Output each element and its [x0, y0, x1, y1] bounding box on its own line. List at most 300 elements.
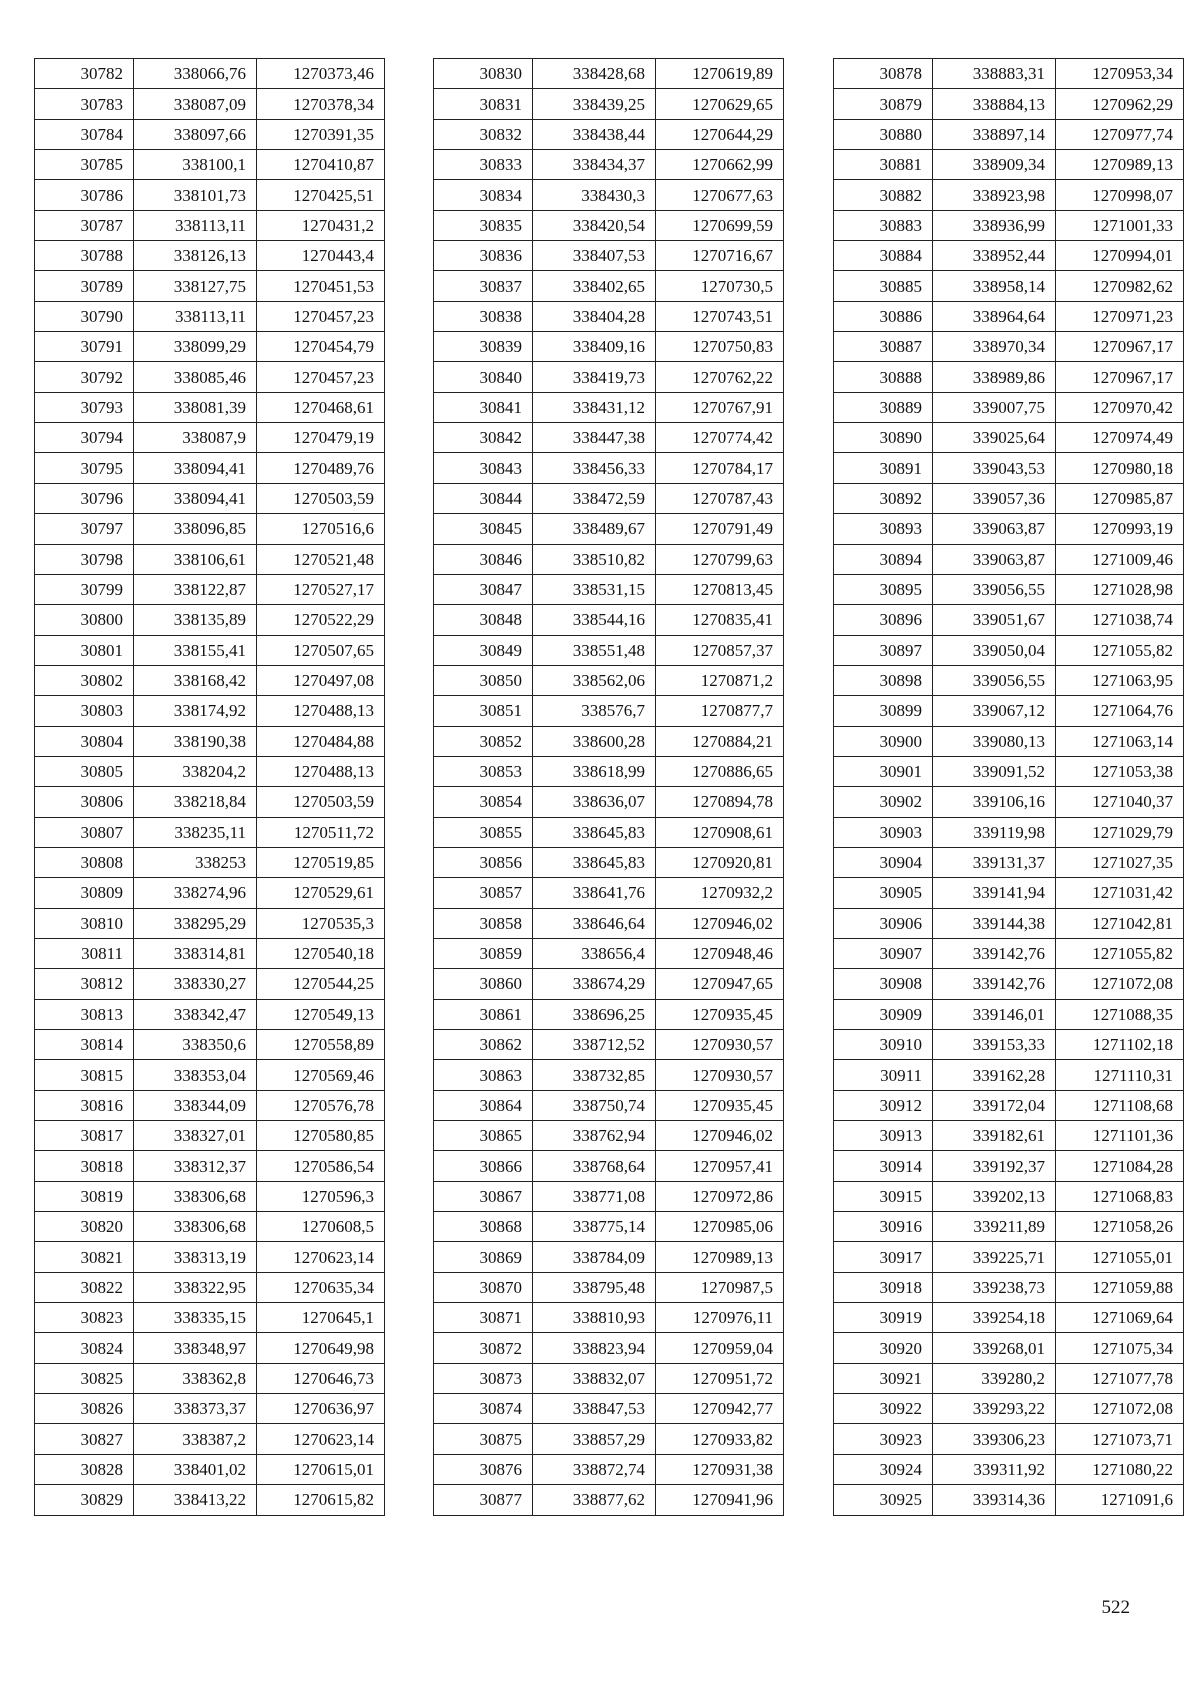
y-coordinate-cell: 1270522,29	[257, 605, 385, 635]
point-number-cell: 30863	[434, 1060, 533, 1090]
x-coordinate-cell: 339314,36	[933, 1485, 1056, 1515]
y-coordinate-cell: 1271072,08	[1056, 1394, 1184, 1424]
table-row	[834, 210, 1184, 240]
table-row	[35, 635, 385, 665]
x-coordinate-cell: 338600,28	[533, 726, 656, 756]
y-coordinate-cell: 1270985,87	[1056, 483, 1184, 513]
y-coordinate-cell: 1270835,41	[656, 605, 784, 635]
x-coordinate-cell: 338122,87	[134, 574, 257, 604]
y-coordinate-cell: 1270586,54	[257, 1151, 385, 1181]
y-coordinate-cell: 1270941,96	[656, 1485, 784, 1515]
y-coordinate-cell: 1271110,31	[1056, 1060, 1184, 1090]
point-number-cell: 30848	[434, 605, 533, 635]
point-number-cell: 30799	[35, 574, 134, 604]
point-number-cell: 30787	[35, 210, 134, 240]
x-coordinate-cell: 338447,38	[533, 423, 656, 453]
table-row	[434, 756, 784, 786]
x-coordinate-cell: 338409,16	[533, 332, 656, 362]
table-row	[35, 483, 385, 513]
x-coordinate-cell: 338096,85	[134, 514, 257, 544]
table-row	[834, 1060, 1184, 1090]
x-coordinate-cell: 338923,98	[933, 180, 1056, 210]
point-number-cell: 30844	[434, 483, 533, 513]
table-row	[35, 362, 385, 392]
y-coordinate-cell: 1270529,61	[257, 878, 385, 908]
point-number-cell: 30873	[434, 1363, 533, 1393]
x-coordinate-cell: 338750,74	[533, 1090, 656, 1120]
y-coordinate-cell: 1271084,28	[1056, 1151, 1184, 1181]
table-row	[434, 1212, 784, 1242]
y-coordinate-cell: 1270886,65	[656, 756, 784, 786]
x-coordinate-cell: 338877,62	[533, 1485, 656, 1515]
table-row	[434, 696, 784, 726]
y-coordinate-cell: 1271059,88	[1056, 1272, 1184, 1302]
table-row	[35, 301, 385, 331]
point-number-cell: 30862	[434, 1030, 533, 1060]
table-row	[434, 1060, 784, 1090]
point-number-cell: 30847	[434, 574, 533, 604]
point-number-cell: 30807	[35, 817, 134, 847]
point-number-cell: 30792	[35, 362, 134, 392]
y-coordinate-cell: 1270527,17	[257, 574, 385, 604]
point-number-cell: 30892	[834, 483, 933, 513]
table-row	[834, 726, 1184, 756]
x-coordinate-cell: 339144,38	[933, 908, 1056, 938]
y-coordinate-cell: 1270507,65	[257, 635, 385, 665]
x-coordinate-cell: 339050,04	[933, 635, 1056, 665]
table-row	[35, 847, 385, 877]
y-coordinate-cell: 1270468,61	[257, 392, 385, 422]
x-coordinate-cell: 338970,34	[933, 332, 1056, 362]
x-coordinate-cell: 338823,94	[533, 1333, 656, 1363]
table-row	[434, 1242, 784, 1272]
y-coordinate-cell: 1270503,59	[257, 787, 385, 817]
table-row	[834, 787, 1184, 817]
table-row	[834, 59, 1184, 89]
table-row	[834, 362, 1184, 392]
x-coordinate-cell: 338989,86	[933, 362, 1056, 392]
x-coordinate-cell: 338097,66	[134, 119, 257, 149]
point-number-cell: 30819	[35, 1181, 134, 1211]
x-coordinate-cell: 338857,29	[533, 1424, 656, 1454]
x-coordinate-cell: 339202,13	[933, 1181, 1056, 1211]
table-row	[434, 908, 784, 938]
x-coordinate-cell: 339142,76	[933, 938, 1056, 968]
y-coordinate-cell: 1270970,42	[1056, 392, 1184, 422]
point-number-cell: 30789	[35, 271, 134, 301]
y-coordinate-cell: 1270962,29	[1056, 89, 1184, 119]
x-coordinate-cell: 339268,01	[933, 1333, 1056, 1363]
x-coordinate-cell: 338420,54	[533, 210, 656, 240]
y-coordinate-cell: 1271055,82	[1056, 635, 1184, 665]
y-coordinate-cell: 1270908,61	[656, 817, 784, 847]
x-coordinate-cell: 339091,52	[933, 756, 1056, 786]
x-coordinate-cell: 338768,64	[533, 1151, 656, 1181]
x-coordinate-cell: 339280,2	[933, 1363, 1056, 1393]
x-coordinate-cell: 338335,15	[134, 1303, 257, 1333]
point-number-cell: 30794	[35, 423, 134, 453]
point-number-cell: 30919	[834, 1303, 933, 1333]
table-row	[35, 150, 385, 180]
x-coordinate-cell: 338771,08	[533, 1181, 656, 1211]
x-coordinate-cell: 338419,73	[533, 362, 656, 392]
table-row	[35, 544, 385, 574]
y-coordinate-cell: 1270971,23	[1056, 301, 1184, 331]
x-coordinate-cell: 339146,01	[933, 999, 1056, 1029]
table-row	[35, 787, 385, 817]
x-coordinate-cell: 338218,84	[134, 787, 257, 817]
point-number-cell: 30791	[35, 332, 134, 362]
x-coordinate-cell: 338085,46	[134, 362, 257, 392]
y-coordinate-cell: 1271073,71	[1056, 1424, 1184, 1454]
point-number-cell: 30884	[834, 241, 933, 271]
x-coordinate-cell: 338353,04	[134, 1060, 257, 1090]
table-row	[35, 180, 385, 210]
x-coordinate-cell: 339182,61	[933, 1121, 1056, 1151]
point-number-cell: 30824	[35, 1333, 134, 1363]
x-coordinate-cell: 338327,01	[134, 1121, 257, 1151]
table-row	[434, 605, 784, 635]
y-coordinate-cell: 1271038,74	[1056, 605, 1184, 635]
table-row	[834, 696, 1184, 726]
page-number: 522	[1101, 1597, 1130, 1618]
x-coordinate-cell: 339119,98	[933, 817, 1056, 847]
point-number-cell: 30878	[834, 59, 933, 89]
table-row	[35, 1454, 385, 1484]
point-number-cell: 30913	[834, 1121, 933, 1151]
table-row	[35, 1363, 385, 1393]
y-coordinate-cell: 1270998,07	[1056, 180, 1184, 210]
point-number-cell: 30802	[35, 665, 134, 695]
point-number-cell: 30902	[834, 787, 933, 817]
x-coordinate-cell: 338413,22	[134, 1485, 257, 1515]
table-row	[434, 514, 784, 544]
x-coordinate-cell: 338645,83	[533, 817, 656, 847]
x-coordinate-cell: 338562,06	[533, 665, 656, 695]
y-coordinate-cell: 1270871,2	[656, 665, 784, 695]
point-number-cell: 30889	[834, 392, 933, 422]
x-coordinate-cell: 338253	[134, 847, 257, 877]
y-coordinate-cell: 1270489,76	[257, 453, 385, 483]
y-coordinate-cell: 1270391,35	[257, 119, 385, 149]
point-number-cell: 30886	[834, 301, 933, 331]
y-coordinate-cell: 1271055,01	[1056, 1242, 1184, 1272]
y-coordinate-cell: 1270791,49	[656, 514, 784, 544]
y-coordinate-cell: 1271108,68	[1056, 1090, 1184, 1120]
y-coordinate-cell: 1270716,67	[656, 241, 784, 271]
x-coordinate-cell: 338344,09	[134, 1090, 257, 1120]
point-number-cell: 30798	[35, 544, 134, 574]
y-coordinate-cell: 1271064,76	[1056, 696, 1184, 726]
x-coordinate-cell: 338964,64	[933, 301, 1056, 331]
y-coordinate-cell: 1270750,83	[656, 332, 784, 362]
y-coordinate-cell: 1270982,62	[1056, 271, 1184, 301]
x-coordinate-cell: 338810,93	[533, 1303, 656, 1333]
table-row	[834, 1424, 1184, 1454]
x-coordinate-cell: 339106,16	[933, 787, 1056, 817]
x-coordinate-cell: 339153,33	[933, 1030, 1056, 1060]
y-coordinate-cell: 1270649,98	[257, 1333, 385, 1363]
table-row	[35, 514, 385, 544]
x-coordinate-cell: 338126,13	[134, 241, 257, 271]
x-coordinate-cell: 338696,25	[533, 999, 656, 1029]
point-number-cell: 30881	[834, 150, 933, 180]
table-row	[434, 726, 784, 756]
y-coordinate-cell: 1271053,38	[1056, 756, 1184, 786]
point-number-cell: 30909	[834, 999, 933, 1029]
y-coordinate-cell: 1270519,85	[257, 847, 385, 877]
x-coordinate-cell: 338428,68	[533, 59, 656, 89]
x-coordinate-cell: 338101,73	[134, 180, 257, 210]
x-coordinate-cell: 338066,76	[134, 59, 257, 89]
point-number-cell: 30788	[35, 241, 134, 271]
y-coordinate-cell: 1270767,91	[656, 392, 784, 422]
y-coordinate-cell: 1270946,02	[656, 908, 784, 938]
y-coordinate-cell: 1271029,79	[1056, 817, 1184, 847]
table-row	[834, 574, 1184, 604]
point-number-cell: 30820	[35, 1212, 134, 1242]
x-coordinate-cell: 339293,22	[933, 1394, 1056, 1424]
y-coordinate-cell: 1270576,78	[257, 1090, 385, 1120]
y-coordinate-cell: 1271063,95	[1056, 665, 1184, 695]
x-coordinate-cell: 338472,59	[533, 483, 656, 513]
y-coordinate-cell: 1270762,22	[656, 362, 784, 392]
x-coordinate-cell: 338322,95	[134, 1272, 257, 1302]
table-row	[434, 1363, 784, 1393]
x-coordinate-cell: 339051,67	[933, 605, 1056, 635]
point-number-cell: 30923	[834, 1424, 933, 1454]
x-coordinate-cell: 338350,6	[134, 1030, 257, 1060]
y-coordinate-cell: 1270980,18	[1056, 453, 1184, 483]
y-coordinate-cell: 1270511,72	[257, 817, 385, 847]
x-coordinate-cell: 338883,31	[933, 59, 1056, 89]
table-row	[35, 665, 385, 695]
point-number-cell: 30783	[35, 89, 134, 119]
table-row	[434, 969, 784, 999]
point-number-cell: 30831	[434, 89, 533, 119]
x-coordinate-cell: 339025,64	[933, 423, 1056, 453]
point-number-cell: 30852	[434, 726, 533, 756]
table-row	[834, 847, 1184, 877]
table-row	[35, 1485, 385, 1515]
table-row	[35, 1060, 385, 1090]
y-coordinate-cell: 1270987,5	[656, 1272, 784, 1302]
point-number-cell: 30817	[35, 1121, 134, 1151]
x-coordinate-cell: 338784,09	[533, 1242, 656, 1272]
point-number-cell: 30841	[434, 392, 533, 422]
point-number-cell: 30808	[35, 847, 134, 877]
table-row	[434, 210, 784, 240]
table-row	[35, 1272, 385, 1302]
x-coordinate-cell: 338407,53	[533, 241, 656, 271]
x-coordinate-cell: 339007,75	[933, 392, 1056, 422]
y-coordinate-cell: 1270951,72	[656, 1363, 784, 1393]
y-coordinate-cell: 1270540,18	[257, 938, 385, 968]
y-coordinate-cell: 1270596,3	[257, 1181, 385, 1211]
point-number-cell: 30879	[834, 89, 933, 119]
y-coordinate-cell: 1270957,41	[656, 1151, 784, 1181]
point-number-cell: 30851	[434, 696, 533, 726]
y-coordinate-cell: 1270743,51	[656, 301, 784, 331]
y-coordinate-cell: 1271080,22	[1056, 1454, 1184, 1484]
point-number-cell: 30859	[434, 938, 533, 968]
y-coordinate-cell: 1270930,57	[656, 1060, 784, 1090]
table-row	[834, 605, 1184, 635]
table-row	[434, 1424, 784, 1454]
table-row	[35, 241, 385, 271]
point-number-cell: 30843	[434, 453, 533, 483]
x-coordinate-cell: 338404,28	[533, 301, 656, 331]
table-row	[834, 332, 1184, 362]
coordinate-table-2	[433, 58, 784, 1516]
point-number-cell: 30898	[834, 665, 933, 695]
point-number-cell: 30809	[35, 878, 134, 908]
y-coordinate-cell: 1270457,23	[257, 301, 385, 331]
x-coordinate-cell: 339172,04	[933, 1090, 1056, 1120]
y-coordinate-cell: 1270454,79	[257, 332, 385, 362]
table-row	[834, 483, 1184, 513]
point-number-cell: 30786	[35, 180, 134, 210]
y-coordinate-cell: 1270787,43	[656, 483, 784, 513]
x-coordinate-cell: 339238,73	[933, 1272, 1056, 1302]
table-row	[434, 1090, 784, 1120]
y-coordinate-cell: 1270645,1	[257, 1303, 385, 1333]
point-number-cell: 30903	[834, 817, 933, 847]
point-number-cell: 30833	[434, 150, 533, 180]
point-number-cell: 30797	[35, 514, 134, 544]
y-coordinate-cell: 1271009,46	[1056, 544, 1184, 574]
table-row	[834, 392, 1184, 422]
x-coordinate-cell: 338174,92	[134, 696, 257, 726]
y-coordinate-cell: 1270977,74	[1056, 119, 1184, 149]
point-number-cell: 30900	[834, 726, 933, 756]
point-number-cell: 30874	[434, 1394, 533, 1424]
x-coordinate-cell: 339311,92	[933, 1454, 1056, 1484]
table-row	[434, 1454, 784, 1484]
y-coordinate-cell: 1270431,2	[257, 210, 385, 240]
table-row	[834, 635, 1184, 665]
y-coordinate-cell: 1270497,08	[257, 665, 385, 695]
x-coordinate-cell: 338434,37	[533, 150, 656, 180]
point-number-cell: 30872	[434, 1333, 533, 1363]
table-row	[434, 787, 784, 817]
table-row	[434, 301, 784, 331]
point-number-cell: 30908	[834, 969, 933, 999]
y-coordinate-cell: 1271028,98	[1056, 574, 1184, 604]
x-coordinate-cell: 338884,13	[933, 89, 1056, 119]
y-coordinate-cell: 1271031,42	[1056, 878, 1184, 908]
x-coordinate-cell: 338872,74	[533, 1454, 656, 1484]
x-coordinate-cell: 338373,37	[134, 1394, 257, 1424]
table-row	[434, 544, 784, 574]
y-coordinate-cell: 1270730,5	[656, 271, 784, 301]
point-number-cell: 30810	[35, 908, 134, 938]
point-number-cell: 30849	[434, 635, 533, 665]
x-coordinate-cell: 338897,14	[933, 119, 1056, 149]
table-row	[35, 1151, 385, 1181]
x-coordinate-cell: 339192,37	[933, 1151, 1056, 1181]
table-row	[834, 1485, 1184, 1515]
point-number-cell: 30914	[834, 1151, 933, 1181]
point-number-cell: 30812	[35, 969, 134, 999]
point-number-cell: 30850	[434, 665, 533, 695]
point-number-cell: 30895	[834, 574, 933, 604]
table-row	[434, 665, 784, 695]
table-row	[434, 362, 784, 392]
y-coordinate-cell: 1270942,77	[656, 1394, 784, 1424]
y-coordinate-cell: 1270629,65	[656, 89, 784, 119]
y-coordinate-cell: 1270580,85	[257, 1121, 385, 1151]
table-row	[834, 119, 1184, 149]
y-coordinate-cell: 1270933,82	[656, 1424, 784, 1454]
y-coordinate-cell: 1270636,97	[257, 1394, 385, 1424]
x-coordinate-cell: 338094,41	[134, 483, 257, 513]
table-row	[834, 1181, 1184, 1211]
point-number-cell: 30883	[834, 210, 933, 240]
y-coordinate-cell: 1270677,63	[656, 180, 784, 210]
y-coordinate-cell: 1270948,46	[656, 938, 784, 968]
point-number-cell: 30891	[834, 453, 933, 483]
table-row	[35, 1394, 385, 1424]
point-number-cell: 30830	[434, 59, 533, 89]
table-row	[834, 150, 1184, 180]
table-row	[35, 1121, 385, 1151]
y-coordinate-cell: 1270484,88	[257, 726, 385, 756]
table-row	[35, 969, 385, 999]
x-coordinate-cell: 339142,76	[933, 969, 1056, 999]
y-coordinate-cell: 1270488,13	[257, 756, 385, 786]
x-coordinate-cell: 338431,12	[533, 392, 656, 422]
point-number-cell: 30838	[434, 301, 533, 331]
table-row	[434, 241, 784, 271]
y-coordinate-cell: 1270935,45	[656, 999, 784, 1029]
point-number-cell: 30894	[834, 544, 933, 574]
point-number-cell: 30839	[434, 332, 533, 362]
point-number-cell: 30842	[434, 423, 533, 453]
point-number-cell: 30795	[35, 453, 134, 483]
x-coordinate-cell: 338113,11	[134, 210, 257, 240]
point-number-cell: 30922	[834, 1394, 933, 1424]
y-coordinate-cell: 1270425,51	[257, 180, 385, 210]
y-coordinate-cell: 1271055,82	[1056, 938, 1184, 968]
point-number-cell: 30828	[35, 1454, 134, 1484]
point-number-cell: 30867	[434, 1181, 533, 1211]
y-coordinate-cell: 1270994,01	[1056, 241, 1184, 271]
point-number-cell: 30924	[834, 1454, 933, 1484]
point-number-cell: 30784	[35, 119, 134, 149]
point-number-cell: 30803	[35, 696, 134, 726]
point-number-cell: 30882	[834, 180, 933, 210]
point-number-cell: 30836	[434, 241, 533, 271]
x-coordinate-cell: 339067,12	[933, 696, 1056, 726]
point-number-cell: 30856	[434, 847, 533, 877]
coordinate-table-1	[34, 58, 385, 1516]
y-coordinate-cell: 1270985,06	[656, 1212, 784, 1242]
table-row	[434, 1181, 784, 1211]
x-coordinate-cell: 338775,14	[533, 1212, 656, 1242]
y-coordinate-cell: 1270623,14	[257, 1242, 385, 1272]
table-row	[35, 605, 385, 635]
table-row	[35, 878, 385, 908]
y-coordinate-cell: 1270967,17	[1056, 362, 1184, 392]
table-row	[434, 483, 784, 513]
table-row	[35, 1181, 385, 1211]
y-coordinate-cell: 1270521,48	[257, 544, 385, 574]
table-row	[434, 89, 784, 119]
y-coordinate-cell: 1270813,45	[656, 574, 784, 604]
x-coordinate-cell: 338762,94	[533, 1121, 656, 1151]
y-coordinate-cell: 1271101,36	[1056, 1121, 1184, 1151]
